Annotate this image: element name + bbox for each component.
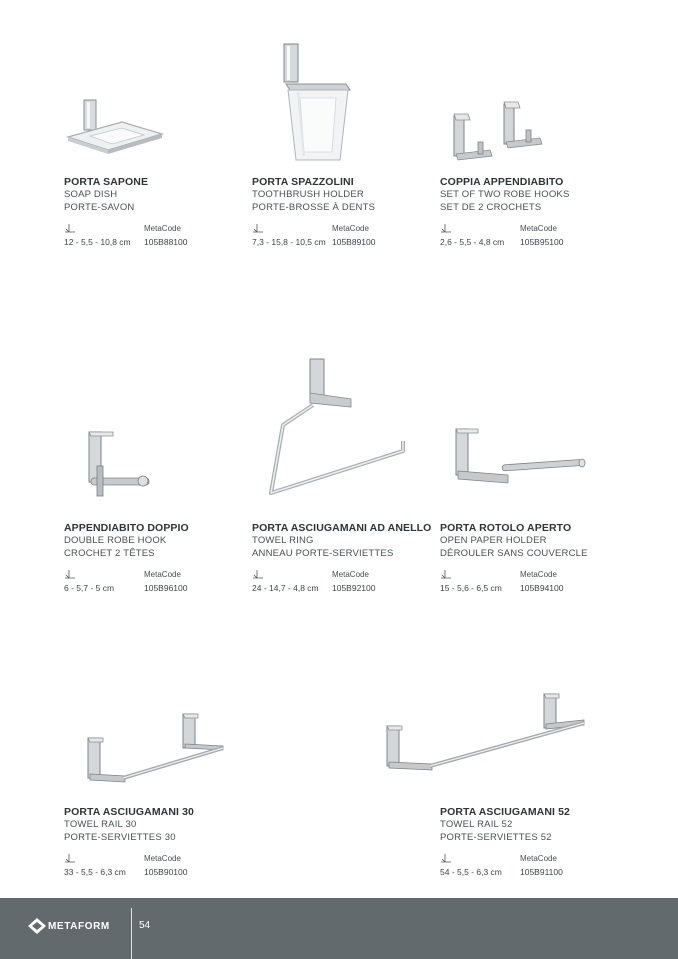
product-title: PORTA ROTOLO APERTO (440, 522, 572, 534)
soap-dish-image (60, 92, 170, 162)
product-dimensions: 24 - 14,7 - 4,8 cm (252, 583, 319, 593)
product-dimensions: 15 - 5,6 - 6,5 cm (440, 583, 502, 593)
product-name-fr: PORTE-SERVIETTES 52 (440, 831, 552, 843)
product-dimensions: 7,3 - 15,8 - 10,5 cm (252, 237, 326, 247)
product-dimensions: 12 - 5,5 - 10,8 cm (64, 237, 131, 247)
product-code: 105B91100 (520, 867, 563, 877)
robe-hooks-image (448, 98, 548, 163)
page-footer (0, 898, 678, 959)
product-name-fr: SET DE 2 CROCHETS (440, 201, 542, 213)
product-name-en: TOWEL RAIL 30 (64, 819, 137, 830)
product-name-fr: PORTE-SAVON (64, 201, 135, 213)
product-name-fr: CROCHET 2 TÊTES (64, 547, 155, 559)
dimensions-icon (64, 853, 76, 863)
product-name-en: TOWEL RING (252, 535, 314, 546)
product-porta-asciugamani-52 (440, 806, 620, 879)
paper-holder-image (452, 425, 587, 490)
product-name-fr: PORTE-SERVIETTES 30 (64, 831, 176, 843)
product-coppia-appendiabito (440, 176, 620, 249)
towel-rail-52-image (384, 690, 589, 775)
product-meta (440, 223, 620, 249)
product-code: 105B88100 (144, 237, 188, 247)
product-title: COPPIA APPENDIABITO (440, 176, 564, 188)
product-porta-spazzolini (252, 176, 432, 249)
dimensions-icon (64, 569, 76, 579)
towel-ring-image (265, 355, 410, 505)
product-meta (440, 853, 620, 879)
product-meta (64, 853, 244, 879)
product-code: 105B96100 (144, 583, 188, 593)
product-meta (440, 569, 640, 595)
product-code: 105B89100 (332, 237, 376, 247)
metacode-label: MetaCode (144, 854, 181, 863)
product-name-en: TOOTHBRUSH HOLDER (252, 189, 364, 200)
dimensions-icon (440, 569, 452, 579)
product-dimensions: 6 - 5,7 - 5 cm (64, 583, 115, 593)
toothbrush-holder-image (280, 42, 355, 167)
product-dimensions: 33 - 5,5 - 6,3 cm (64, 867, 126, 877)
product-dimensions: 2,6 - 5,5 - 4,8 cm (440, 237, 505, 247)
product-name-en: SET OF TWO ROBE HOOKS (440, 189, 570, 200)
product-porta-asciugamani-30 (64, 806, 244, 879)
metacode-label: MetaCode (332, 570, 369, 579)
product-meta (252, 569, 442, 595)
metacode-label: MetaCode (144, 570, 181, 579)
dimensions-icon (440, 223, 452, 233)
product-title: APPENDIABITO DOPPIO (64, 522, 189, 534)
product-code: 105B90100 (144, 867, 188, 877)
product-title: PORTA ASCIUGAMANI 52 (440, 806, 570, 818)
dimensions-icon (252, 569, 264, 579)
product-name-en: OPEN PAPER HOLDER (440, 535, 547, 546)
metacode-label: MetaCode (144, 224, 181, 233)
product-code: 105B94100 (520, 583, 564, 593)
metacode-label: MetaCode (332, 224, 369, 233)
towel-rail-30-image (85, 712, 230, 787)
product-name-fr: PORTE-BROSSE À DENTS (252, 201, 376, 213)
product-title: PORTA SAPONE (64, 176, 149, 188)
product-name-fr: DÉROULER SANS COUVERCLE (440, 547, 588, 559)
product-code: 105B95100 (520, 237, 564, 247)
product-porta-asciugamani-anello (252, 522, 442, 595)
product-title: PORTA ASCIUGAMANI AD ANELLO (252, 522, 432, 534)
metacode-label: MetaCode (520, 854, 557, 863)
product-appendiabito-doppio (64, 522, 244, 595)
product-meta (252, 223, 432, 249)
brand-name: METAFORM (48, 921, 110, 932)
dimensions-icon (252, 223, 264, 233)
product-porta-rotolo-aperto (440, 522, 640, 595)
product-title: PORTA SPAZZOLINI (252, 176, 354, 188)
product-meta (64, 569, 244, 595)
metacode-label: MetaCode (520, 570, 557, 579)
footer-divider (131, 908, 132, 959)
product-name-en: DOUBLE ROBE HOOK (64, 535, 167, 546)
metacode-label: MetaCode (520, 224, 557, 233)
dimensions-icon (64, 223, 76, 233)
product-title: PORTA ASCIUGAMANI 30 (64, 806, 194, 818)
product-name-en: SOAP DISH (64, 189, 118, 200)
page-number: 54 (139, 920, 151, 931)
product-code: 105B92100 (332, 583, 376, 593)
dimensions-icon (440, 853, 452, 863)
product-name-fr: ANNEAU PORTE-SERVIETTES (252, 547, 394, 559)
product-porta-sapone (64, 176, 244, 249)
metaform-logo-icon (28, 918, 46, 934)
product-meta (64, 223, 244, 249)
double-hook-image (85, 430, 155, 500)
product-name-en: TOWEL RAIL 52 (440, 819, 513, 830)
product-dimensions: 54 - 5,5 - 6,3 cm (440, 867, 502, 877)
